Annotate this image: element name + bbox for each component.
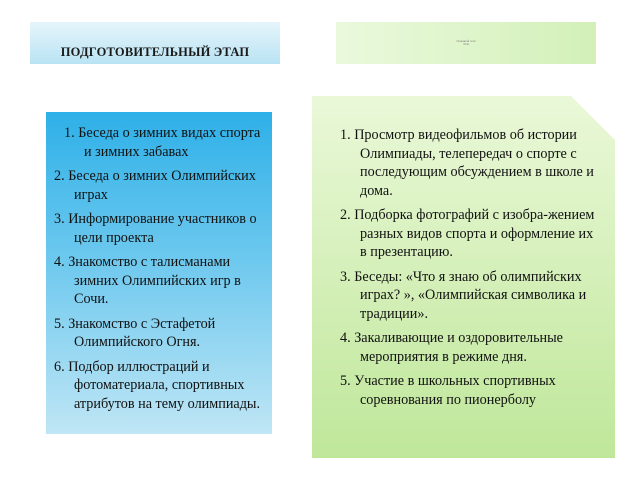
- header-right-box: [336, 22, 596, 64]
- left-panel: [46, 112, 272, 434]
- left-list-item: 4. Знакомство с талисманами зимних Олимпийских игр в Сочи.: [54, 254, 241, 307]
- left-list-item: 2. Беседа о зимних Олимпийских играх: [54, 168, 256, 203]
- right-panel: [312, 96, 615, 458]
- header-right-tiny-text: [456, 40, 475, 46]
- header-right-tiny-line1: Основной этап: [456, 39, 476, 43]
- right-list-item: 1. Просмотр видеофильмов об истории Олимпиады, телепередач о спорте с последующим обсуждением в школе и дома.: [340, 127, 594, 199]
- header-left-title: ПОДГОТОВИТЕЛЬНЫЙ ЭТАП: [60, 45, 250, 59]
- right-list-item: 4. Закаливающие и оздоровительные мероприятия в режиме дня.: [340, 330, 563, 365]
- right-panel-content: [340, 126, 598, 415]
- right-list-item: 2. Подборка фотографий с изобра-жением разных видов спорта и оформление их в презентацию.: [340, 207, 595, 260]
- right-list-item: 3. Беседы: «Что я знаю об олимпийских играх? », «Олимпийская символика и традиции».: [340, 268, 587, 322]
- header-right-tiny-line2: Этап: [462, 42, 470, 46]
- left-list-item: 1. Беседа о зимних видах спорта и зимних забавах: [64, 125, 261, 160]
- left-list-item: 3. Информирование участников о цели проекта: [54, 211, 257, 246]
- left-list-item: 5. Знакомство с Эстафетой Олимпийского Огня.: [54, 315, 216, 350]
- header-left-box: [30, 22, 280, 64]
- right-list-item: 5. Участие в школьных спортивных соревнования по пионерболу: [340, 373, 556, 408]
- left-list-item: 6. Подбор иллюстраций и фотоматериала, спортивных атрибутов на тему олимпиады.: [54, 358, 261, 412]
